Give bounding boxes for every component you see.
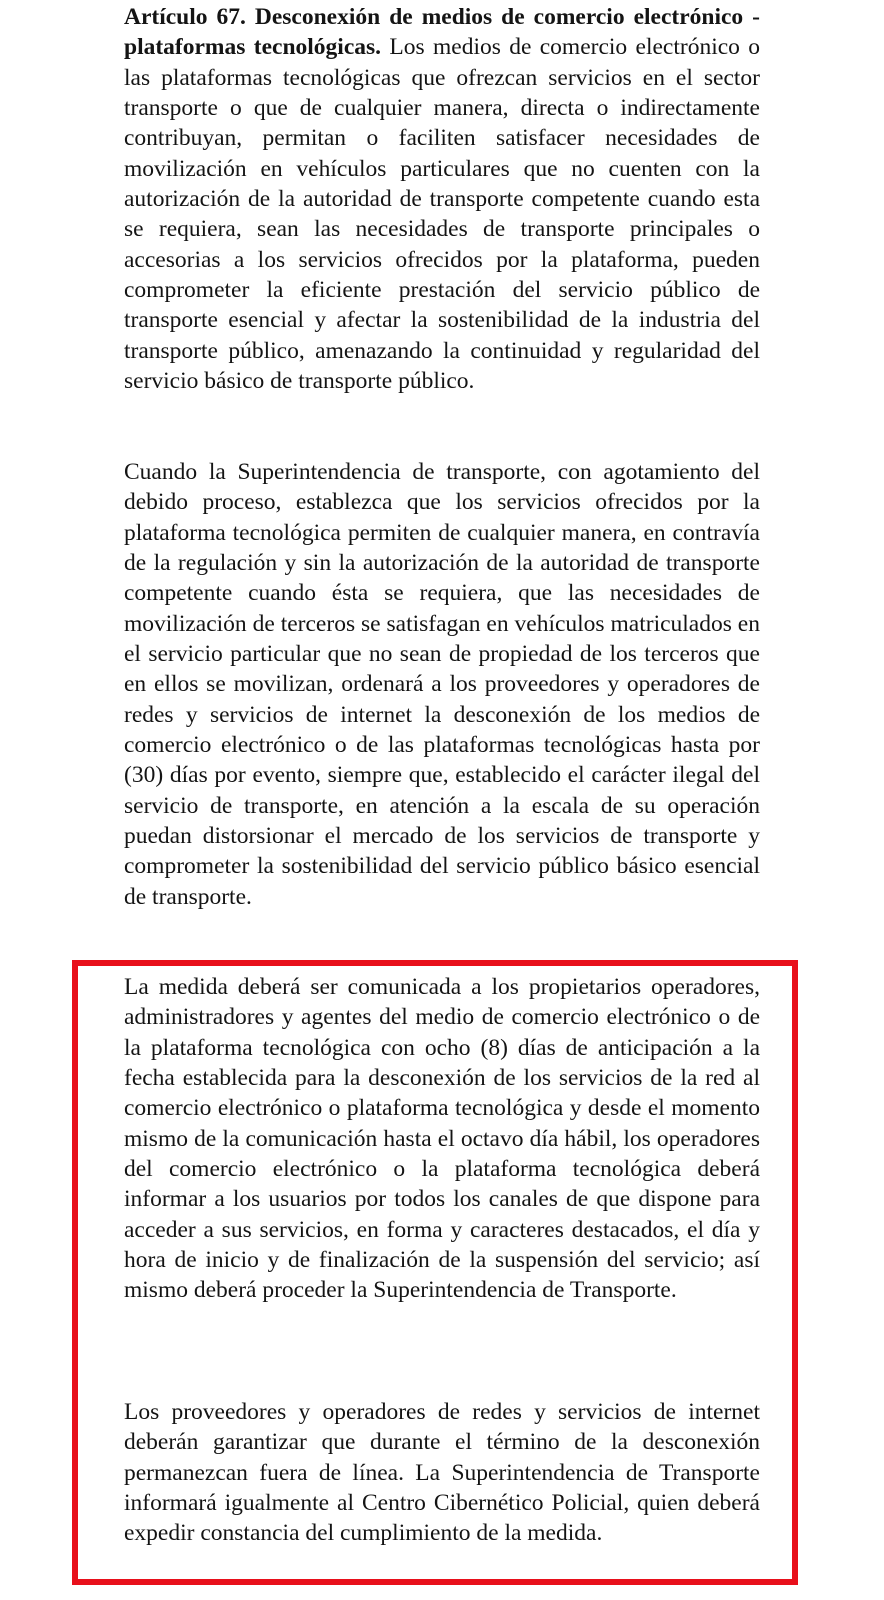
article-67-paragraph	[124, 2, 760, 396]
paragraph-superintendencia: Cuando la Superintendencia de transporte, con agotamiento del debido proceso, establezca que los servicios ofrecidos por la plataforma tecnológica permiten de cualquier manera, en contravía de la regulación y sin la autorización de la autoridad de transporte competente cuando ésta se requiera, que las necesidades de movilización de terceros se satisfagan en vehículos matriculados en el servicio particular que no sean de propiedad de los terceros que en ellos se movilizan, ordenará a los proveedores y operadores de redes y servicios de internet la desconexión de los medios de comercio electrónico o de las plataformas tecnológicas hasta por (30) días por evento, siempre que, establecido el carácter ilegal del servicio de transporte, en atención a la escala de su operación puedan distorsionar el mercado de los servicios de transporte y comprometer la sostenibilidad del servicio público básico esencial de transporte.	[124, 459, 760, 910]
article-heading: Artículo 67. Desconexión de medios de comercio electrónico - plataformas tecnológicas.	[124, 4, 760, 61]
article-body: Los medios de comercio electrónico o las plataformas tecnológicas que ofrezcan servicios en el sector transporte o que de cualquier manera, directa o indirectamente contribuyan, permitan o faciliten satisfacer necesidades de movilización en vehículos particulares que no cuenten con la autorización de la autoridad de transporte competente cuando esta se requiera, sean las necesidades de transporte principales o accesorias a los servicios ofrecidos por la plataforma, pueden comprometer la eficiente prestación del servicio público de transporte esencial y afectar la sostenibilidad de la industria del transporte público, amenazando la continuidad y regularidad del servicio básico de transporte público.	[124, 34, 761, 395]
paragraph-medida-comunicada: La medida deberá ser comunicada a los propietarios operadores, administradores y agentes del medio de comercio electrónico o de la plataforma tecnológica con ocho (8) días de anticipación a la fecha establecida para la desconexión de los servicios de la red al comercio electrónico o plataforma tecnológica y desde el momento mismo de la comunicación hasta el octavo día hábil, los operadores del comercio electrónico o la plataforma tecnológica deberá informar a los usuarios por todos los canales de que dispone para acceder a sus servicios, en forma y caracteres destacados, el día y hora de inicio y de finalización de la suspensión del servicio; así mismo deberá proceder la Superintendencia de Transporte.	[124, 974, 760, 1304]
paragraph-proveedores-operadores: Los proveedores y operadores de redes y servicios de internet deberán garantizar que durante el término de la desconexión permanezcan fuera de línea. La Superintendencia de Transporte informará igualmente al Centro Cibernético Policial, quien deberá expedir constancia del cumplimiento de la medida.	[124, 1399, 760, 1547]
